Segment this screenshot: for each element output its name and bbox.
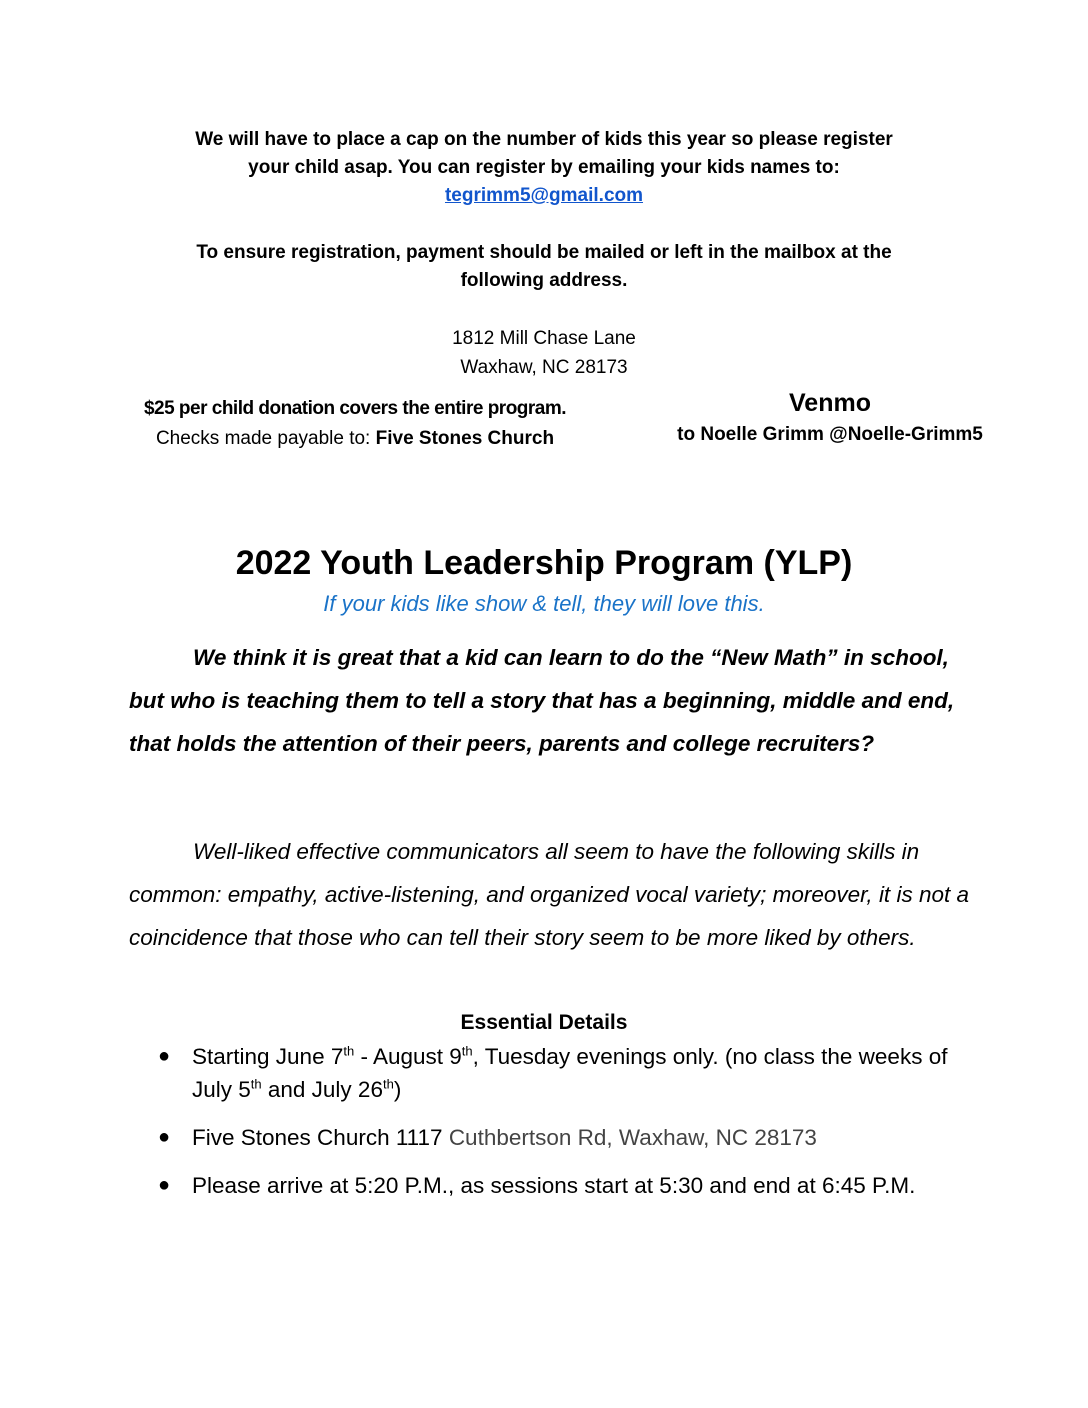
dates-break: and July 26 [261,1077,383,1102]
checks-payable [90,424,620,454]
list-item-arrival [158,1164,978,1207]
dates-schedule: , Tuesday evenings only. (no class the weeks of July 5 [192,1044,948,1102]
bullet-icon: ● [158,1126,171,1148]
payment-notice [120,239,968,295]
dates-end: - August 9 [354,1044,462,1069]
ordinal-suffix: th [250,1076,262,1092]
registration-line-2: your child asap. You can register by emailing your kids names to: [248,157,840,178]
checks-church-name: Five Stones Church [375,428,555,449]
dates-close: ) [393,1077,402,1102]
registration-email-link[interactable]: tegrimm5@gmail.com [444,185,644,206]
venmo-handle: to Noelle Grimm @Noelle-Grimm5 [677,424,983,445]
checks-prefix: Checks made payable to: [155,428,376,449]
donation-amount: $25 per child donation covers the entire program. [143,398,567,419]
list-item-location [158,1121,978,1154]
location-street: Cuthbertson Rd, Waxhaw, NC 28173 [448,1125,817,1150]
details-list [158,1040,978,1207]
registration-line-1: We will have to place a cap on the number of kids this year so please register [195,129,893,150]
essential-details-heading: Essential Details [460,1011,628,1034]
payment-line-1: To ensure registration, payment should be mailed or left in the mailbox at the [196,242,892,263]
registration-notice [120,126,968,210]
ordinal-suffix: th [461,1043,473,1059]
arrival-time: Please arrive at 5:20 P.M., as sessions start at 5:30 and end at 6:45 P.M. [192,1173,916,1198]
venmo-info [640,386,1020,450]
venmo-title: Venmo [789,389,871,417]
communicators-paragraph: Well-liked effective communicators all seem to have the following skills in common: empathy, active-listening, and organized vocal variety; moreover, it is not a coincidence that those who can tell their story seem to be more liked by others. [129,839,969,950]
address-city: Waxhaw, NC 28173 [460,357,628,378]
payment-line-2: following address. [460,270,628,291]
program-subtitle: If your kids like show & tell, they will love this. [323,591,765,616]
bullet-icon: ● [158,1174,171,1196]
dates-start: Starting June 7 [192,1044,344,1069]
program-title: 2022 Youth Leadership Program (YLP) [235,544,853,582]
mailing-address [344,324,744,382]
donation-info [90,394,620,454]
location-name: Five Stones Church 1117 [192,1125,449,1150]
address-street: 1812 Mill Chase Lane [452,328,636,349]
ordinal-suffix: th [382,1076,394,1092]
bullet-icon: ● [158,1045,171,1067]
ordinal-suffix: th [343,1043,355,1059]
intro-paragraph: We think it is great that a kid can learn to do the “New Math” in school, but who is teaching them to tell a story that has a beginning, middle and end, that holds the attention of their peers, parents and college recruiters? [129,645,955,756]
list-item-dates [158,1040,978,1106]
